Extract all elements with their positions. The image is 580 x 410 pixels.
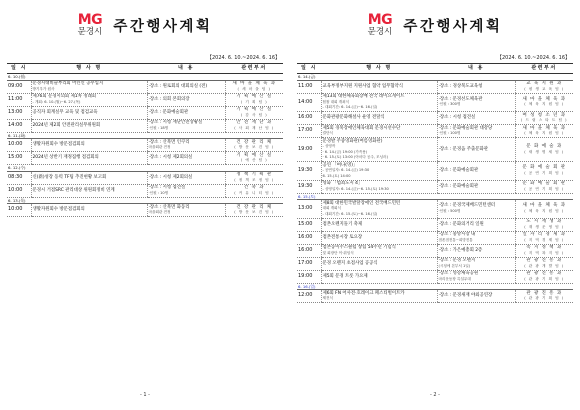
event-time: 15:00 [7, 152, 31, 165]
event-detail-cell [437, 218, 515, 231]
event-time: 19:00 [297, 138, 321, 162]
event-time: 14:00 [7, 119, 31, 132]
event-detail-note: ·인원 : 500명 [438, 208, 461, 213]
department-name: 새 마 을 체 육 과 [522, 203, 566, 209]
event-detail-cell [147, 80, 225, 93]
department-name: 관 광 진 흥 과 [526, 271, 563, 276]
event-detail-cell [147, 184, 225, 197]
department-name: 도 시 재 생 과 [526, 219, 563, 224]
event-name: 영화 「범죄도시 4」 [322, 181, 363, 186]
event-time: 11:00 [7, 93, 31, 106]
event-detail-cell [437, 244, 515, 257]
document-header [0, 14, 290, 37]
event-detail: ·장소 : 문화예술회관 대강당 [438, 125, 493, 131]
event-name-cell [321, 270, 437, 283]
department-team: ( 사 회 재 난 팀 ) [234, 125, 275, 130]
event-detail: ·장소 : 경상북도교육청 [438, 83, 483, 89]
schedule-body [7, 74, 283, 217]
department-cell [515, 180, 573, 193]
department-team: ( 드 림 스 타 트 팀 ) [520, 118, 568, 122]
date-label: 6. 10.(월) [7, 74, 283, 81]
department-name: 기 획 예 산 실 [236, 152, 273, 158]
event-detail: ·장소 : 문경 오렌지 [438, 258, 476, 263]
event-name: 문경시대비슬부리회 어린신 공무입지 [32, 81, 104, 86]
event-name: 신(新)성장 동력 TF팀 추진현황 보고회 [32, 174, 107, 180]
table-row [297, 162, 573, 181]
event-name: 제8회 대한민국발달장애인 전국배드민턴 [322, 200, 401, 206]
department-cell [225, 171, 283, 184]
department-name: 기 획 예 산 실 [236, 107, 273, 112]
event-name-cell [321, 125, 437, 138]
event-name-cell [31, 93, 147, 106]
date-label: 6. 16.(일) [297, 283, 573, 290]
event-name: 교육부정부지원 지원사업 협약 업무협약식 [322, 83, 404, 89]
event-name: 문경시 거점SRC 관리대상 위원회정비 연계 [32, 187, 115, 193]
event-name: 제13회 대한체육회장배 전국 레이요게이트 [322, 94, 405, 99]
column-header-detail: 내 용 [147, 64, 225, 74]
event-name-note: 방기우가 원사 [32, 86, 55, 91]
event-name-note: - 대회기간: 6. 15.(토)~6. 16.(일) [322, 211, 378, 216]
department-name: 건 축 과 [243, 185, 265, 190]
event-name: 제6회 FN 어사전·호레이크 페스티벌이트카 [322, 290, 405, 296]
event-time: 19:30 [297, 162, 321, 181]
city-logo-name: 문경시 [77, 27, 103, 37]
event-name-cell [321, 112, 437, 125]
city-logo-mark: MG [367, 12, 393, 28]
table-row [7, 139, 283, 152]
department-team: ( 감 사 팀 ) [240, 112, 268, 117]
event-detail: ·장소 : 가은예총회 2층 [438, 247, 483, 253]
event-name: 제5회 문경 트롯 가요제 [322, 273, 368, 279]
event-time: 16:00 [297, 231, 321, 244]
department-name: 복 지 정 책 과 [526, 245, 563, 250]
event-name: 문경 오렌지 초점사업 공공식 [322, 260, 378, 266]
event-name: 문경발 주중영화관(여름영화관) [322, 138, 383, 144]
event-detail: ·장소 : 산북면 화동리 [148, 204, 190, 210]
event-name-note: - 상영작 [322, 144, 336, 148]
department-cell [225, 152, 283, 165]
event-detail: ·장소 : 시청 제2회의실 [148, 155, 193, 161]
event-detail-note: ·인원 : 10명 [148, 190, 169, 195]
department-name: 기 획 예 산 실 [236, 94, 273, 99]
event-name-note: 제전식 [322, 296, 333, 300]
department-name: 교 육 지 원 과 [526, 81, 563, 86]
event-name: 공연 「여나(영)」 [322, 162, 358, 168]
department-cell [515, 200, 573, 219]
department-team: ( 새 마 을 팀 ) [237, 86, 271, 91]
event-detail-cell [437, 200, 515, 219]
event-detail-cell [147, 106, 225, 119]
date-label: 6. 11.(화) [7, 132, 283, 139]
table-row [7, 119, 283, 132]
event-detail: ·장소 : 시청 재난안전상황실 [148, 120, 203, 125]
department-cell [225, 106, 283, 119]
event-time: 17:00 [297, 257, 321, 270]
event-name-cell [31, 204, 147, 217]
page-number: - 2 - [430, 392, 440, 398]
table-row [297, 244, 573, 257]
event-detail: ·장소 : 문경국제배드민턴센터 [438, 203, 496, 209]
department-team: ( 평 생 교 육 팀 ) [524, 86, 565, 91]
schedule-period: 【2024. 6. 10.~2024. 6. 16】 [206, 55, 280, 61]
event-name-cell [321, 200, 437, 219]
table-row [297, 270, 573, 283]
event-detail: ·장소 : 시청 접견실 [148, 185, 186, 190]
department-name: 건 강 관 리 체 [236, 204, 273, 210]
table-row [7, 204, 283, 217]
department-team: ( 정 책 조 정 팀 ) [234, 177, 275, 182]
table-row [297, 93, 573, 112]
department-cell [225, 119, 283, 132]
event-detail-cell [437, 180, 515, 193]
department-team: ( 관 광 개 발 팀 ) [524, 263, 565, 268]
department-cell [225, 204, 283, 217]
event-detail-note: ·인원 : 18명 [148, 125, 169, 130]
column-header-time: 일 시 [297, 64, 321, 74]
event-detail-cell [147, 93, 225, 106]
department-cell [225, 80, 283, 93]
event-detail: ·장소 : 의회 본회의장 [148, 96, 190, 102]
event-time: 16:00 [297, 244, 321, 257]
city-logo [368, 14, 393, 37]
event-name-cell [321, 138, 437, 162]
event-name-cell [321, 218, 437, 231]
event-name-note: 대회 개회식 [322, 206, 341, 210]
department-name: 문 화 예 술 과 [526, 144, 563, 149]
event-name: 점촌전통시장 토요장 [322, 234, 363, 240]
department-team: ( 체 육 지 원 팀 ) [524, 131, 565, 135]
department-name: 안 전 재 난 과 [236, 120, 273, 125]
event-detail: ·장소 : 문화예술회관 [148, 109, 189, 115]
event-detail-note: 마을회관 전정 [148, 145, 171, 149]
table-row [297, 218, 573, 231]
department-team: ( 공 연 기 획 팀 ) [524, 186, 565, 191]
date-label: 6. 15.(토) [297, 193, 573, 200]
event-name-note: - 대회기간: 6. 14.(금)~6. 16.(일) [322, 105, 378, 109]
event-detail-note: ·인원 : 100명 [438, 131, 461, 135]
event-name-cell [321, 93, 437, 112]
table-row [7, 80, 283, 93]
event-detail-note: 마리운동장 특설무대 [438, 276, 471, 281]
column-header-event: 행 사 명 [321, 64, 437, 74]
column-header-detail: 내 용 [437, 64, 515, 74]
schedule-table [297, 63, 573, 303]
event-detail-cell [437, 112, 515, 125]
event-name: 생활자원회수 방문점검회의 [32, 207, 85, 213]
event-time: 13:00 [7, 106, 31, 119]
department-team: ( 체 육 지 원 팀 ) [524, 208, 565, 213]
event-name: 문화관광문화해설사 운영 전달식 [322, 115, 385, 121]
event-name-cell [31, 80, 147, 93]
department-cell [515, 270, 573, 283]
department-name: 새 마 을 체 육 과 [522, 125, 566, 131]
event-detail-cell [437, 138, 515, 162]
event-name-cell [321, 231, 437, 244]
event-name-cell [31, 184, 147, 197]
event-time: 09:00 [7, 80, 31, 93]
table-row [7, 152, 283, 165]
document-title: 주간행사계획 [113, 19, 213, 35]
date-label: 6. 13.(목) [7, 197, 283, 204]
date-label: 6. 12.(수) [7, 165, 283, 172]
event-name-cell [31, 171, 147, 184]
department-cell [515, 112, 573, 125]
department-name: 문 화 예 술 회 관 [522, 165, 566, 171]
department-cell [515, 244, 573, 257]
event-name-note: 6. 15.(토) 14:00 [322, 173, 351, 178]
city-logo-mark: MG [77, 12, 103, 28]
department-team: ( 공 연 기 획 팀 ) [524, 170, 565, 175]
event-detail: ·장소 : 문화예술회관 [438, 168, 479, 173]
department-cell [515, 290, 573, 303]
city-logo-name: 문경시 [367, 27, 393, 37]
department-team: ( 새 생 명 세 팀 ) [524, 149, 565, 154]
event-detail: ·장소 : 산북면 인쿠리 [148, 139, 190, 145]
department-team: ( 방 문 보 건 팀 ) [234, 145, 275, 149]
department-team: ( 재 생 운 영 팀 ) [524, 224, 565, 229]
event-name-cell [321, 180, 437, 193]
event-detail: ·장소 : 시청 제2회의실 [148, 174, 193, 180]
event-name-cell [321, 80, 437, 93]
event-name: 공직자 회계실무 교육 및 점검교육 [32, 109, 98, 115]
schedule-page-2 [290, 0, 580, 410]
department-name: 관 광 진 흥 과 [526, 258, 563, 263]
department-name: 새 마 을 체 육 과 [522, 96, 566, 102]
event-time: 14:00 [297, 93, 321, 112]
event-name-note: 힘찰 대회 개최식 [322, 99, 350, 104]
page-number: - 1 - [140, 392, 150, 398]
table-row [7, 184, 283, 197]
department-team: ( 지 역 복 지 팀 ) [524, 250, 565, 255]
event-detail-note: 마을회관 전정 [148, 210, 171, 214]
event-name: 2024년 상반기 재정집행 점검회의 [32, 155, 99, 161]
column-header-time: 일 시 [7, 64, 31, 74]
department-team: ( 방 문 보 건 팀 ) [234, 210, 275, 214]
event-detail-cell [437, 231, 515, 244]
event-name-note: - 공연일자: 6. 14.(금) 19:30 [322, 168, 370, 172]
department-cell [225, 184, 283, 197]
event-name-note: 및 회장단 이·취임식 [322, 250, 354, 255]
event-name: 2024년 제2회 안전관리실무위원회 [32, 122, 101, 128]
event-detail-cell [147, 171, 225, 184]
table-row [297, 200, 573, 219]
department-team: ( 관 광 기 획 팀 ) [524, 276, 565, 281]
event-name: 제76회 문경시의회 제1차 정례회 [32, 94, 96, 99]
event-time: 08:30 [7, 171, 31, 184]
event-name-cell [321, 290, 437, 303]
event-detail-cell [147, 119, 225, 132]
schedule-body [297, 74, 573, 303]
event-name-note: 결단식 [322, 131, 333, 135]
event-detail-note: ·인원 : 300명 [438, 102, 461, 107]
department-cell [515, 162, 573, 181]
department-team: ( 커 뮤 니 티 팀 ) [234, 190, 275, 195]
event-name-cell [321, 162, 437, 181]
event-detail: ·장소 : 원로회의 대회의실 (전) [148, 83, 208, 89]
event-name-cell [31, 106, 147, 119]
department-name: 일 자 리 경 제 과 [522, 232, 566, 237]
schedule-table [7, 63, 283, 217]
table-row [297, 125, 573, 138]
date-label: 6. 14.(금) [297, 74, 573, 81]
event-time: 19:30 [297, 180, 321, 193]
department-name: 건 강 관 리 체 [236, 139, 273, 145]
event-detail-cell [147, 139, 225, 152]
department-cell [515, 80, 573, 93]
event-detail-note: 점촌점전통~희망전통 [438, 237, 473, 242]
event-name-cell [31, 119, 147, 132]
event-name: 점촌오렌지돌기 축제 [322, 221, 363, 227]
department-cell [515, 125, 573, 138]
event-name-note: - 개회: 6. 10.(월)~6. 27.(목) [32, 99, 81, 104]
department-cell [515, 138, 573, 162]
table-row [297, 290, 573, 303]
event-detail-cell [437, 257, 515, 270]
schedule-period: 【2024. 6. 10.~2024. 6. 16】 [496, 55, 570, 61]
event-name-note: - 상영일자: 6. 14.(금)~6. 15.(토) 19:30 [322, 186, 389, 191]
document-title: 주간행사계획 [403, 19, 503, 35]
event-detail-note: (시청에 본부서 1일) [438, 263, 471, 268]
event-detail-cell [437, 93, 515, 112]
event-name: 점촌농이주스클럽 창립 54주년 기념식 [322, 245, 396, 250]
column-header-department: 관련부서 [225, 64, 283, 74]
department-name: 여 성 청 소 년 과 [522, 112, 566, 118]
department-team: ( 관 광 기 획 팀 ) [524, 296, 565, 300]
event-name-cell [31, 139, 147, 152]
department-cell [515, 218, 573, 231]
table-row [297, 80, 573, 93]
column-header-department: 관련부서 [515, 64, 573, 74]
event-name-cell [321, 257, 437, 270]
event-detail-cell [437, 270, 515, 283]
event-detail: ·장소 : 문화예술회관 [438, 183, 479, 189]
table-row [297, 112, 573, 125]
table-row [297, 231, 573, 244]
city-logo [78, 14, 103, 37]
department-team: ( 체 육 지 원 팀 ) [524, 102, 565, 107]
event-detail: ·장소 : 문경선도체육관 [438, 96, 483, 102]
event-detail: ·장소 : 문화의거리 일원 [438, 221, 484, 227]
event-detail: ·장소 : 문경새재 야외공연장 [438, 293, 493, 299]
event-detail: ·장소 : 시청 접견실 [438, 115, 476, 121]
department-team: ( 예 산 팀 ) [240, 158, 268, 162]
event-detail: ·장소 : 영강체육공원 [438, 271, 479, 276]
event-time: 17:00 [297, 125, 321, 138]
event-time: 10:00 [7, 204, 31, 217]
event-name-cell [321, 244, 437, 257]
document-header [290, 14, 580, 37]
event-name: 생활자원회수 방문점검회의 [32, 142, 85, 148]
table-row [297, 138, 573, 162]
event-time: 10:00 [7, 184, 31, 197]
event-detail: ·장소 : 중앙시장 내 [438, 232, 476, 237]
event-name-note: · 6. 15.(토) 13:00 (아마다 공주, 모닝러) [322, 155, 388, 159]
event-detail-cell [437, 162, 515, 181]
department-name: 문 화 예 술 회 관 [522, 181, 566, 186]
event-name-cell [31, 152, 147, 165]
column-header-event: 행 사 명 [31, 64, 147, 74]
department-name: 관 광 진 흥 과 [526, 290, 563, 296]
event-detail-cell [147, 152, 225, 165]
event-detail-cell [437, 125, 515, 138]
department-cell [515, 231, 573, 244]
event-time: 16:00 [297, 112, 321, 125]
department-name: 정 책 기 획 관 [236, 172, 273, 177]
event-time: 19:00 [297, 270, 321, 283]
department-team: ( 기 획 팀 ) [240, 99, 268, 104]
event-detail-cell [147, 204, 225, 217]
department-team: ( 지 역 경 제 팀 ) [524, 237, 565, 242]
event-detail-cell [437, 290, 515, 303]
table-row [7, 171, 283, 184]
event-detail-cell [437, 80, 515, 93]
event-time: 12:00 [297, 290, 321, 303]
table-row [297, 257, 573, 270]
department-cell [515, 93, 573, 112]
table-row [7, 106, 283, 119]
department-name: 새 마 을 체 육 과 [232, 81, 276, 86]
event-time: 11:00 [297, 80, 321, 93]
department-cell [515, 257, 573, 270]
event-time: 15:00 [297, 218, 321, 231]
event-name: 제5회 경북장애인체육대회 문경시선수단 [322, 125, 401, 131]
department-cell [225, 139, 283, 152]
table-row [7, 93, 283, 106]
event-time: 10:00 [7, 139, 31, 152]
event-detail: ·장소 : 문경읍 주출문화관 [438, 146, 488, 152]
table-header-row [297, 64, 573, 74]
table-header-row [7, 64, 283, 74]
department-cell [225, 93, 283, 106]
table-row [297, 180, 573, 193]
event-name-note: · 6. 14.(금) 19:00 (가족용) [322, 149, 368, 154]
event-time: 13:00 [297, 200, 321, 219]
